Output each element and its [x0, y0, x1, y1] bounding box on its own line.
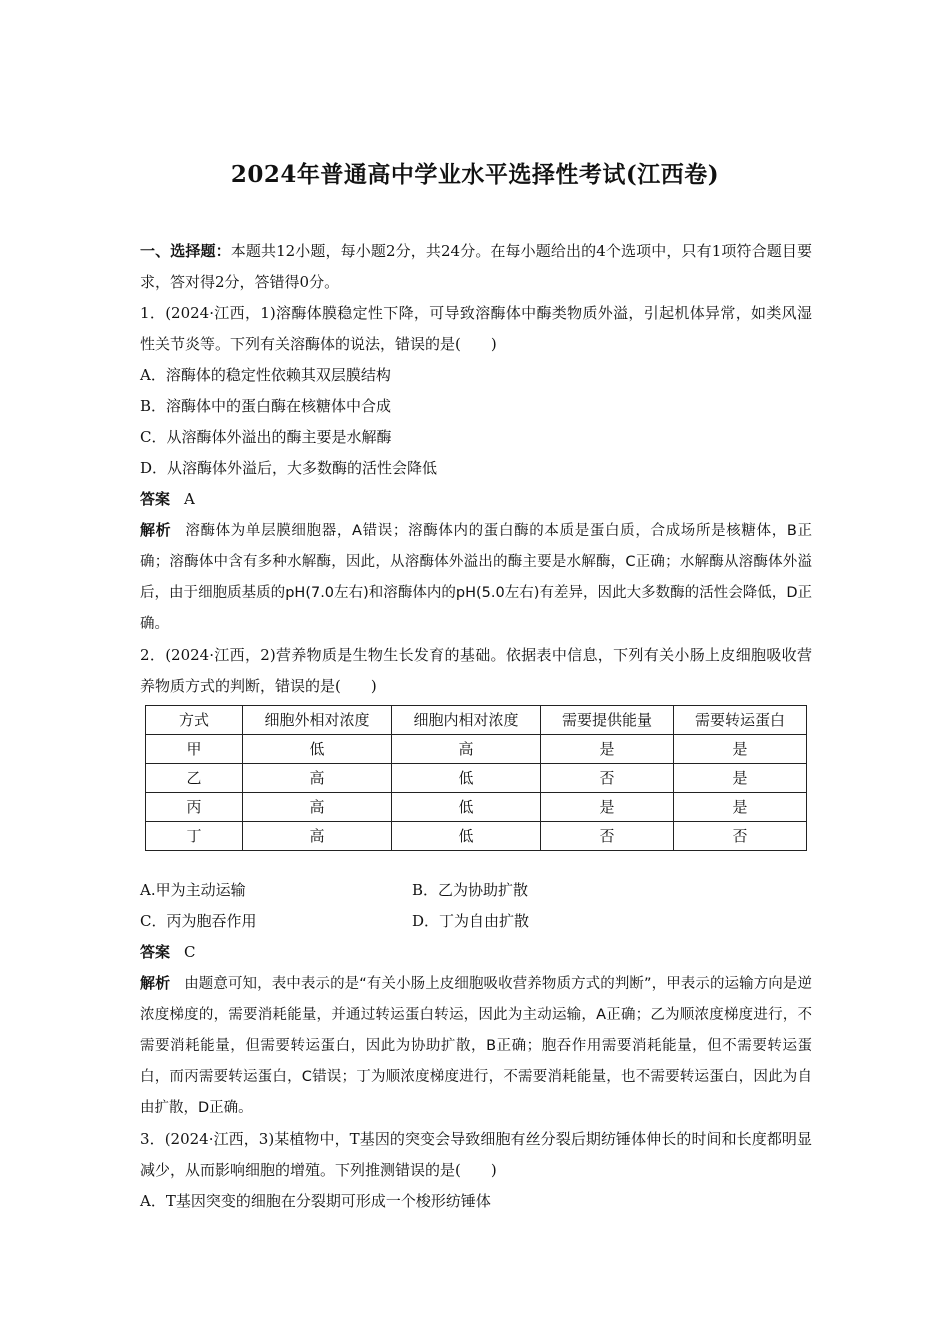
- table-header: 细胞内相对浓度: [392, 706, 541, 735]
- table-cell: 是: [541, 793, 674, 822]
- table-header: 细胞外相对浓度: [243, 706, 392, 735]
- table-cell: 低: [243, 735, 392, 764]
- question-3-stem: 3．(2024·江西，3)某植物中，T基因的突变会导致细胞有丝分裂后期纺锤体伸长的时间和长度都明显减少，从而影响细胞的增殖。下列推测错误的是( ): [140, 1130, 812, 1179]
- table-cell: 高: [243, 822, 392, 851]
- question-1-stem: 1．(2024·江西，1)溶酶体膜稳定性下降，可导致溶酶体中酶类物质外溢，引起机体异常，如类风湿性关节炎等。下列有关溶酶体的说法，错误的是( ): [140, 304, 812, 353]
- answer-value: C: [184, 943, 196, 961]
- section-heading: 一、选择题：: [140, 242, 231, 260]
- analysis-label: 解析: [140, 521, 172, 539]
- table-cell: 丙: [146, 793, 243, 822]
- table-header: 方式: [146, 706, 243, 735]
- table-cell: 否: [674, 822, 807, 851]
- table-row: [146, 822, 807, 851]
- question-2-option-b: B．乙为协助扩散: [412, 881, 529, 899]
- table-header: 需要转运蛋白: [674, 706, 807, 735]
- table-cell: 是: [674, 764, 807, 793]
- question-2-options-row-2: [140, 906, 812, 937]
- table-row: [146, 764, 807, 793]
- table-cell: 否: [541, 822, 674, 851]
- table-cell: 高: [392, 735, 541, 764]
- section-instructions: 本题共12小题，每小题2分，共24分。在每小题给出的4个选项中，只有1项符合题目要求，答对得2分，答错得0分。: [140, 242, 812, 291]
- table-cell: 是: [674, 735, 807, 764]
- table-cell: 甲: [146, 735, 243, 764]
- table-cell: 是: [674, 793, 807, 822]
- question-1-option-d: D．从溶酶体外溢后，大多数酶的活性会降低: [140, 459, 438, 477]
- table-cell: 低: [392, 764, 541, 793]
- analysis-label: 解析: [140, 974, 171, 992]
- answer-label: 答案: [140, 490, 171, 508]
- question-1-option-a: A．溶酶体的稳定性依赖其双层膜结构: [140, 366, 391, 384]
- question-2-option-c: C．丙为胞吞作用: [140, 912, 257, 930]
- answer-label: 答案: [140, 943, 171, 961]
- question-1-option-c: C．从溶酶体外溢出的酶主要是水解酶: [140, 428, 392, 446]
- question-1-option-b: B．溶酶体中的蛋白酶在核糖体中合成: [140, 397, 392, 415]
- question-1-answer: [140, 484, 812, 515]
- table-cell: 否: [541, 764, 674, 793]
- question-2-option-d: D．丁为自由扩散: [412, 912, 530, 930]
- table-cell: 乙: [146, 764, 243, 793]
- analysis-text: 由题意可知，表中表示的是“有关小肠上皮细胞吸收营养物质方式的判断”，甲表示的运输方向是逆浓度梯度的，需要消耗能量，并通过转运蛋白转运，因此为主动运输，A正确；乙为顺浓度梯度进行，不需要消耗能量，但需要转运蛋白，因此为协助扩散，B正确；胞吞作用需要消耗能量，但不需要转运蛋白，而丙需要转运蛋白，C错误；丁为顺浓度梯度进行，不需要消耗能量，也不需要转运蛋白，因此为自由扩散，D正确。: [140, 976, 812, 1116]
- document-body: [140, 236, 812, 1217]
- spacer: [140, 851, 812, 875]
- question-2-options-row-1: [140, 875, 812, 906]
- table-cell: 丁: [146, 822, 243, 851]
- section-intro: [140, 236, 812, 298]
- question-1-analysis: [140, 515, 812, 640]
- table-header-row: [146, 706, 807, 735]
- table-row: [146, 735, 807, 764]
- analysis-text: 溶酶体为单层膜细胞器，A错误；溶酶体内的蛋白酶的本质是蛋白质，合成场所是核糖体，B正确；溶酶体中含有多种水解酶，因此，从溶酶体外溢出的酶主要是水解酶，C正确；水解酶从溶酶体外溢后，由于细胞质基质的pH(7.0左右)和溶酶体内的pH(5.0左右)有差异，因此大多数酶的活性会降低，D正确。: [140, 523, 812, 632]
- table-cell: 低: [392, 822, 541, 851]
- table-cell: 高: [243, 764, 392, 793]
- document-title: 2024年普通高中学业水平选择性考试(江西卷): [230, 161, 720, 188]
- question-2-answer: [140, 937, 812, 968]
- question-3-option-a: A．T基因突变的细胞在分裂期可形成一个梭形纺锤体: [140, 1192, 491, 1210]
- table-header: 需要提供能量: [541, 706, 674, 735]
- table-cell: 低: [392, 793, 541, 822]
- table-cell: 是: [541, 735, 674, 764]
- table-cell: 高: [243, 793, 392, 822]
- transport-table: [145, 705, 807, 851]
- question-2-analysis: [140, 968, 812, 1124]
- question-2-option-a: A.甲为主动运输: [140, 881, 246, 899]
- question-2-stem: 2．(2024·江西，2)营养物质是生物生长发育的基础。依据表中信息，下列有关小肠上皮细胞吸收营养物质方式的判断，错误的是( ): [140, 646, 812, 695]
- table-row: [146, 793, 807, 822]
- answer-value: A: [184, 490, 195, 508]
